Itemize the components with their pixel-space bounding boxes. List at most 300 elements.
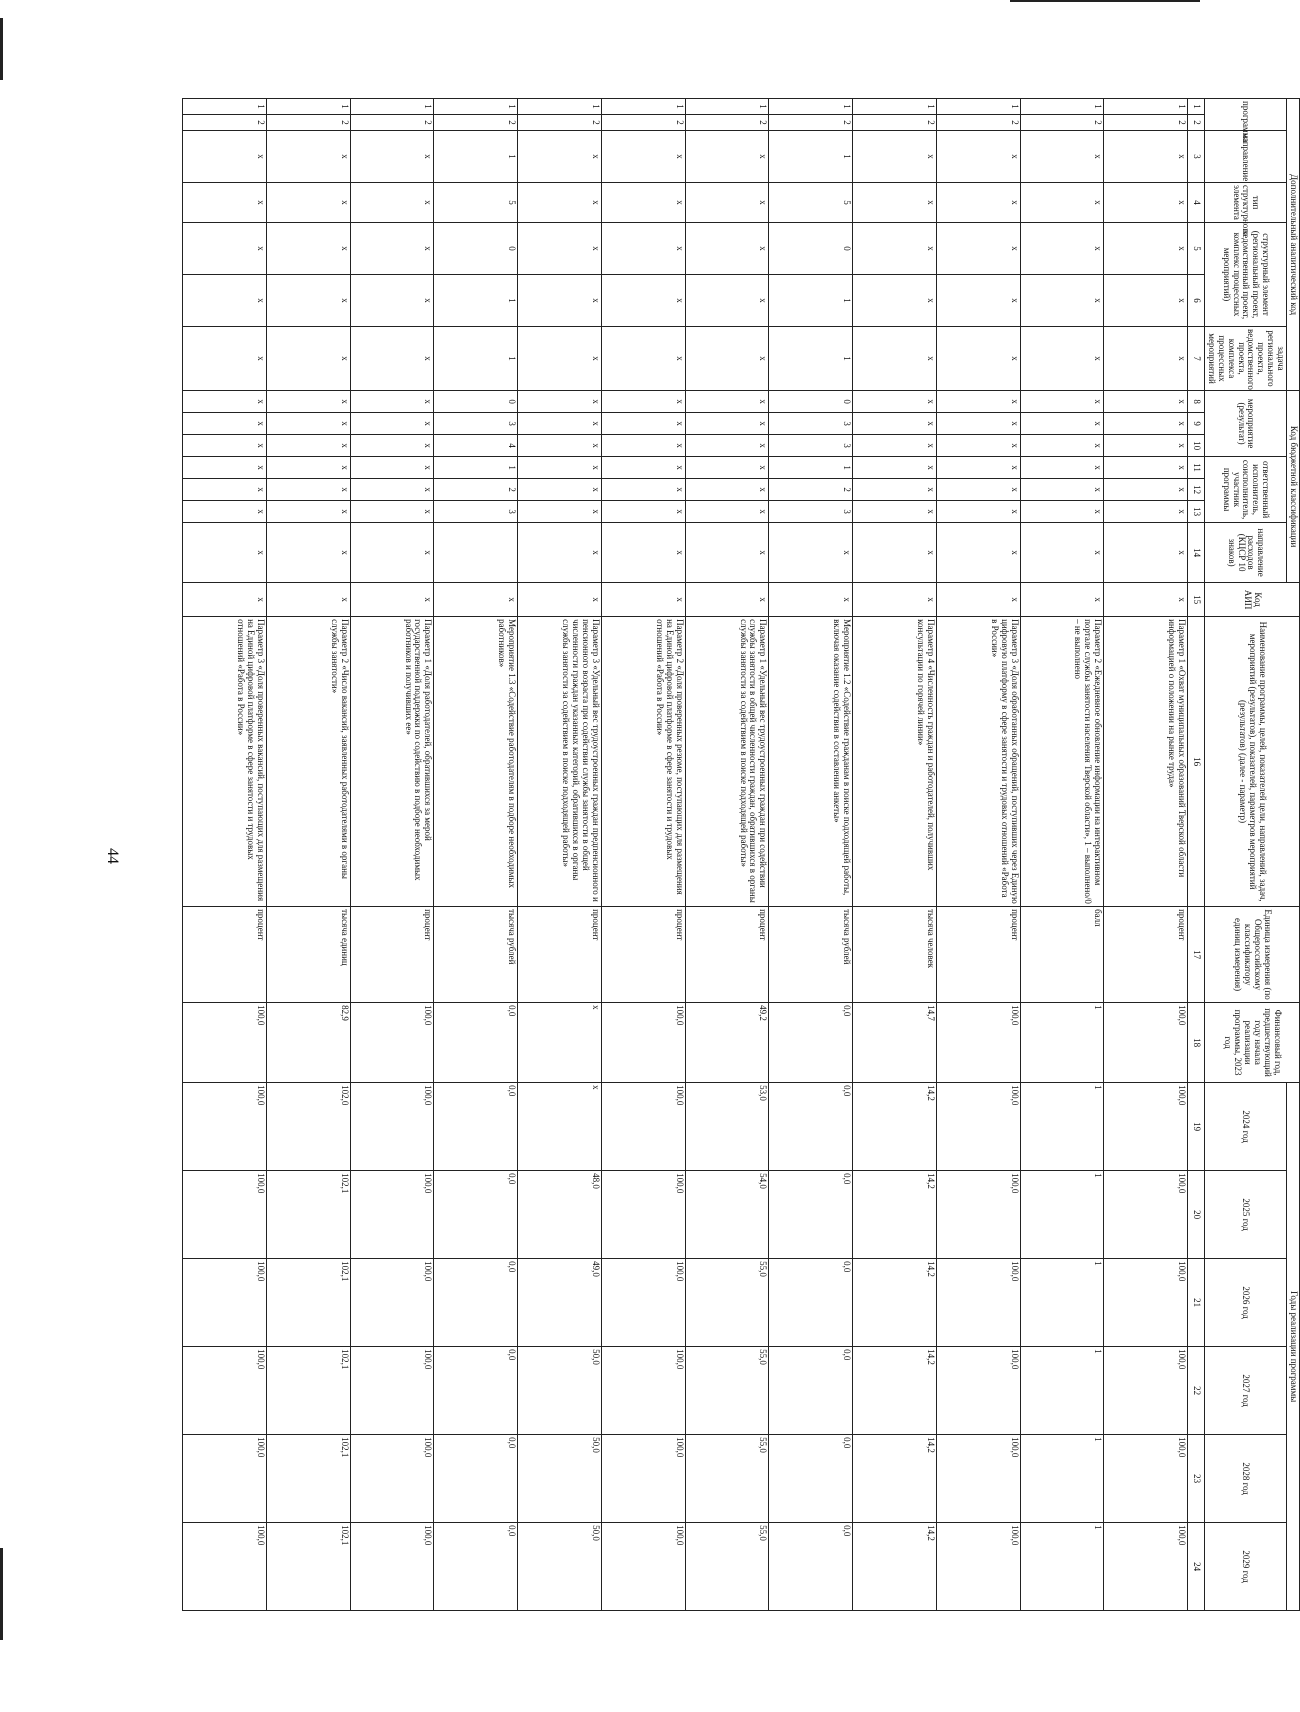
cell-v2027: 100,0 <box>183 1347 267 1435</box>
cell-c2: 2 <box>853 115 937 131</box>
cell-v2027: 55,0 <box>685 1347 769 1435</box>
cell-c9: x <box>1104 413 1188 435</box>
cell-unit: процент <box>685 907 769 1003</box>
cell-v2025: 1 <box>1020 1171 1104 1259</box>
cell-c1: 1 <box>685 99 769 115</box>
cell-name: Мероприятие 1.2 «Содействие гражданам в поиске подходящей работы, включая оказание содействия в составлении анкеты» <box>769 617 853 907</box>
cell-c1: 1 <box>769 99 853 115</box>
cell-c14 <box>434 523 518 583</box>
cell-v2027: 1 <box>1020 1347 1104 1435</box>
cell-v2024: 0,0 <box>434 1083 518 1171</box>
cell-c15: x <box>183 583 267 617</box>
cell-v2027: 14,2 <box>853 1347 937 1435</box>
cell-c14: x <box>769 523 853 583</box>
cell-c14: x <box>1020 523 1104 583</box>
cell-v2024: x <box>518 1083 602 1171</box>
cell-c2: 2 <box>1104 115 1188 131</box>
cell-v2027: 102,1 <box>266 1347 350 1435</box>
header-y2029: 2029 год <box>1204 1523 1286 1611</box>
cell-c13: x <box>350 501 434 523</box>
cell-v2025: 0,0 <box>769 1171 853 1259</box>
cell-c4: x <box>601 183 685 223</box>
cell-c9: x <box>853 413 937 435</box>
cell-c12: x <box>1104 479 1188 501</box>
cell-v2026: 0,0 <box>769 1259 853 1347</box>
cell-c15: x <box>350 583 434 617</box>
cell-c12: x <box>853 479 937 501</box>
cell-c4: x <box>936 183 1020 223</box>
header-fin-year: Финансовый год, предшествующий году начала реализации программы, 2023 год <box>1204 1003 1299 1083</box>
cell-c14: x <box>350 523 434 583</box>
cell-c4: x <box>518 183 602 223</box>
cell-c2: 2 <box>183 115 267 131</box>
cell-v2028: 55,0 <box>685 1435 769 1523</box>
cell-c6: x <box>1104 275 1188 327</box>
col-num: 19 <box>1187 1083 1204 1171</box>
cell-v2029: 100,0 <box>601 1523 685 1611</box>
cell-v2023: 0,0 <box>434 1003 518 1083</box>
table-row <box>266 99 350 1611</box>
cell-c6: x <box>601 275 685 327</box>
cell-c13: x <box>601 501 685 523</box>
cell-c12: x <box>266 479 350 501</box>
cell-c3: x <box>685 131 769 183</box>
cell-c15: x <box>936 583 1020 617</box>
header-y2028: 2028 год <box>1204 1435 1286 1523</box>
cell-c7: x <box>518 327 602 391</box>
cell-c6: x <box>1020 275 1104 327</box>
cell-c8: x <box>518 391 602 413</box>
cell-name: Параметр 1 «Доля работодателей, обратившихся за мерой государственной поддержки по содействию в подборе необходимых работников и получивших ее» <box>350 617 434 907</box>
cell-c13: x <box>183 501 267 523</box>
cell-v2029: 0,0 <box>434 1523 518 1611</box>
header-addl-code: Дополнительный аналитический код <box>1287 99 1300 391</box>
cell-v2023: 100,0 <box>1104 1003 1188 1083</box>
cell-c14: x <box>601 523 685 583</box>
cell-c6: x <box>685 275 769 327</box>
cell-v2023: 100,0 <box>350 1003 434 1083</box>
rotated-table-wrapper <box>182 98 1300 1610</box>
cell-v2027: 100,0 <box>1104 1347 1188 1435</box>
header-unit: Единица измерения (по Общероссийскому классификатору единиц измерения) <box>1204 907 1299 1003</box>
col-num: 22 <box>1187 1347 1204 1435</box>
cell-v2024: 100,0 <box>183 1083 267 1171</box>
cell-c7: x <box>853 327 937 391</box>
cell-c11: 1 <box>434 457 518 479</box>
col-num: 8 <box>1187 391 1204 413</box>
cell-c5: 0 <box>769 223 853 275</box>
cell-c1: 1 <box>518 99 602 115</box>
cell-c10: 3 <box>769 435 853 457</box>
cell-c14: x <box>853 523 937 583</box>
cell-c2: 2 <box>936 115 1020 131</box>
cell-c9: x <box>936 413 1020 435</box>
cell-v2027: 100,0 <box>350 1347 434 1435</box>
cell-v2025: 14,2 <box>853 1171 937 1259</box>
cell-name: Параметр 2 «Число вакансий, заявленных работодателями в органы службы занятости» <box>266 617 350 907</box>
table-row <box>601 99 685 1611</box>
cell-c14: x <box>936 523 1020 583</box>
cell-unit: процент <box>601 907 685 1003</box>
col-num: 1 <box>1187 99 1204 115</box>
col-num: 9 <box>1187 413 1204 435</box>
cell-c7: x <box>1020 327 1104 391</box>
cell-c4: 5 <box>769 183 853 223</box>
cell-c13: x <box>853 501 937 523</box>
scan-edge-top <box>1010 0 1200 2</box>
cell-unit: тысяча единиц <box>266 907 350 1003</box>
cell-c7: 1 <box>769 327 853 391</box>
cell-c13: x <box>685 501 769 523</box>
cell-v2023: 0,0 <box>769 1003 853 1083</box>
cell-c3: x <box>266 131 350 183</box>
cell-v2023: 100,0 <box>183 1003 267 1083</box>
cell-c13: x <box>936 501 1020 523</box>
header-name: Наименование программы, целей, показателей цели, направлений, задач, мероприятий (результатов), показателей, параметров мероприятий (результатов) (далее - параметр) <box>1204 617 1299 907</box>
cell-v2026: 100,0 <box>350 1259 434 1347</box>
cell-unit: процент <box>518 907 602 1003</box>
cell-c12: x <box>518 479 602 501</box>
cell-v2025: 48,0 <box>518 1171 602 1259</box>
cell-c13: 3 <box>434 501 518 523</box>
cell-c5: x <box>266 223 350 275</box>
cell-c14: x <box>266 523 350 583</box>
cell-c11: x <box>1020 457 1104 479</box>
cell-c11: x <box>936 457 1020 479</box>
cell-c9: 3 <box>769 413 853 435</box>
cell-v2028: 0,0 <box>434 1435 518 1523</box>
cell-v2026: 100,0 <box>1104 1259 1188 1347</box>
cell-c11: x <box>266 457 350 479</box>
table-row <box>1020 99 1104 1611</box>
cell-v2023: 14,7 <box>853 1003 937 1083</box>
cell-c15: x <box>1104 583 1188 617</box>
cell-c1: 1 <box>434 99 518 115</box>
cell-c10: x <box>1104 435 1188 457</box>
cell-c10: x <box>266 435 350 457</box>
cell-c9: 3 <box>434 413 518 435</box>
cell-c12: x <box>1020 479 1104 501</box>
cell-name: Параметр 1 «Удельный вес трудоустроенных граждан при содействии службы занятости в общей численности граждан, обратившихся в органы службы занятости за содействием в поиске подходящей работы» <box>685 617 769 907</box>
cell-c8: x <box>183 391 267 413</box>
col-num: 24 <box>1187 1523 1204 1611</box>
cell-unit: процент <box>1104 907 1188 1003</box>
cell-unit: процент <box>183 907 267 1003</box>
cell-c6: x <box>936 275 1020 327</box>
cell-c6: x <box>183 275 267 327</box>
cell-c4: x <box>350 183 434 223</box>
col-num: 17 <box>1187 907 1204 1003</box>
header-program: программа <box>1204 99 1286 131</box>
cell-c3: 1 <box>434 131 518 183</box>
cell-c13: x <box>1020 501 1104 523</box>
cell-name: Параметр 3 «Доля проверенных вакансий, поступающих для размещения на Единой цифровой платформе в сфере занятости и трудовых отношений «Работа в России» <box>183 617 267 907</box>
col-num: 4 <box>1187 183 1204 223</box>
cell-unit: процент <box>350 907 434 1003</box>
cell-c10: x <box>518 435 602 457</box>
cell-v2026: 14,2 <box>853 1259 937 1347</box>
cell-c15: x <box>601 583 685 617</box>
header-measure: мероприятие (результат) <box>1204 391 1286 457</box>
cell-v2025: 102,1 <box>266 1171 350 1259</box>
col-num: 16 <box>1187 617 1204 907</box>
cell-c4: 5 <box>434 183 518 223</box>
cell-c3: 1 <box>769 131 853 183</box>
cell-c8: x <box>266 391 350 413</box>
col-num: 13 <box>1187 501 1204 523</box>
cell-c6: 1 <box>769 275 853 327</box>
col-num: 18 <box>1187 1003 1204 1083</box>
cell-v2029: 14,2 <box>853 1523 937 1611</box>
cell-v2026: 100,0 <box>601 1259 685 1347</box>
cell-v2025: 100,0 <box>183 1171 267 1259</box>
cell-c5: x <box>601 223 685 275</box>
header-expense-dir: направление расходов (КЦСР 10 знаков) <box>1204 523 1286 583</box>
table-row <box>1104 99 1188 1611</box>
cell-v2025: 100,0 <box>350 1171 434 1259</box>
table-body <box>183 99 1188 1611</box>
col-num: 5 <box>1187 223 1204 275</box>
cell-v2028: 100,0 <box>183 1435 267 1523</box>
cell-v2028: 14,2 <box>853 1435 937 1523</box>
cell-v2024: 14,2 <box>853 1083 937 1171</box>
cell-c11: x <box>183 457 267 479</box>
cell-c10: x <box>685 435 769 457</box>
cell-c4: x <box>1020 183 1104 223</box>
table-row <box>434 99 518 1611</box>
cell-c1: 1 <box>1104 99 1188 115</box>
cell-v2029: 1 <box>1020 1523 1104 1611</box>
cell-c7: x <box>266 327 350 391</box>
cell-c2: 2 <box>434 115 518 131</box>
cell-c5: x <box>183 223 267 275</box>
cell-c15: x <box>685 583 769 617</box>
cell-c1: 1 <box>601 99 685 115</box>
cell-c1: 1 <box>350 99 434 115</box>
column-number-row <box>1187 99 1204 1611</box>
cell-c13: x <box>266 501 350 523</box>
cell-c8: x <box>350 391 434 413</box>
cell-c14: x <box>183 523 267 583</box>
cell-c1: 1 <box>266 99 350 115</box>
cell-v2026: 49,0 <box>518 1259 602 1347</box>
cell-c12: x <box>685 479 769 501</box>
col-num: 21 <box>1187 1259 1204 1347</box>
cell-c9: x <box>685 413 769 435</box>
cell-c4: x <box>853 183 937 223</box>
table-row <box>183 99 267 1611</box>
cell-c3: x <box>936 131 1020 183</box>
cell-c4: x <box>1104 183 1188 223</box>
cell-c11: x <box>685 457 769 479</box>
cell-c7: x <box>350 327 434 391</box>
cell-unit: процент <box>936 907 1020 1003</box>
cell-c9: x <box>1020 413 1104 435</box>
cell-c8: x <box>853 391 937 413</box>
cell-c5: x <box>350 223 434 275</box>
col-num: 6 <box>1187 275 1204 327</box>
cell-v2024: 100,0 <box>936 1083 1020 1171</box>
cell-c10: x <box>936 435 1020 457</box>
cell-v2029: 100,0 <box>350 1523 434 1611</box>
cell-v2028: 1 <box>1020 1435 1104 1523</box>
col-num: 3 <box>1187 131 1204 183</box>
cell-c5: x <box>853 223 937 275</box>
cell-c11: x <box>350 457 434 479</box>
cell-name: Мероприятие 1.3 «Содействие работодателям в подборе необходимых работников» <box>434 617 518 907</box>
header-aip: Код АИП <box>1204 583 1299 617</box>
cell-c12: x <box>601 479 685 501</box>
cell-v2028: 100,0 <box>936 1435 1020 1523</box>
cell-c15: x <box>1020 583 1104 617</box>
cell-c11: x <box>853 457 937 479</box>
cell-c2: 2 <box>1020 115 1104 131</box>
cell-c4: x <box>183 183 267 223</box>
cell-c11: x <box>518 457 602 479</box>
cell-c10: x <box>183 435 267 457</box>
cell-v2026: 0,0 <box>434 1259 518 1347</box>
cell-v2027: 0,0 <box>434 1347 518 1435</box>
cell-c5: x <box>1020 223 1104 275</box>
cell-v2028: 100,0 <box>601 1435 685 1523</box>
cell-c3: x <box>183 131 267 183</box>
rotated-table-frame <box>182 98 1300 1610</box>
cell-c12: 2 <box>434 479 518 501</box>
cell-v2024: 100,0 <box>1104 1083 1188 1171</box>
cell-c13: 3 <box>769 501 853 523</box>
header-y2026: 2026 год <box>1204 1259 1286 1347</box>
cell-c5: x <box>685 223 769 275</box>
cell-v2024: 100,0 <box>601 1083 685 1171</box>
col-num: 15 <box>1187 583 1204 617</box>
cell-c6: x <box>350 275 434 327</box>
cell-v2026: 102,1 <box>266 1259 350 1347</box>
header-task: задача регионального проекта, ведомственного проекта, комплекса процессных мероприятий <box>1204 327 1286 391</box>
cell-c14: x <box>1104 523 1188 583</box>
col-num: 7 <box>1187 327 1204 391</box>
cell-c8: 0 <box>769 391 853 413</box>
cell-c6: 1 <box>434 275 518 327</box>
cell-c10: x <box>853 435 937 457</box>
cell-c2: 2 <box>518 115 602 131</box>
scan-edge-left <box>0 18 3 80</box>
cell-c6: x <box>853 275 937 327</box>
cell-v2029: 50,0 <box>518 1523 602 1611</box>
col-num: 14 <box>1187 523 1204 583</box>
cell-c9: x <box>350 413 434 435</box>
cell-unit: балл <box>1020 907 1104 1003</box>
table-row <box>769 99 853 1611</box>
cell-c3: x <box>518 131 602 183</box>
cell-c7: x <box>936 327 1020 391</box>
cell-c10: x <box>601 435 685 457</box>
cell-c6: x <box>266 275 350 327</box>
cell-name: Параметр 1 «Охват муниципальных образований Тверской области информацией о положении на рынке труда» <box>1104 617 1188 907</box>
col-num: 11 <box>1187 457 1204 479</box>
cell-v2024: 53,0 <box>685 1083 769 1171</box>
cell-name: Параметр 4 «Численность граждан и работодателей, получивших консультации по горячей линии» <box>853 617 937 907</box>
scan-edge-left-lower <box>0 1548 3 1640</box>
col-num: 2 <box>1187 115 1204 131</box>
col-num: 23 <box>1187 1435 1204 1523</box>
table-row <box>936 99 1020 1611</box>
cell-c9: x <box>266 413 350 435</box>
table-row <box>350 99 434 1611</box>
cell-c15: x <box>266 583 350 617</box>
page-number: 44 <box>104 848 121 864</box>
cell-v2029: 55,0 <box>685 1523 769 1611</box>
cell-c15: x <box>518 583 602 617</box>
cell-c3: x <box>601 131 685 183</box>
header-y2025: 2025 год <box>1204 1171 1286 1259</box>
cell-v2023: 100,0 <box>936 1003 1020 1083</box>
cell-c7: x <box>601 327 685 391</box>
cell-v2025: 100,0 <box>1104 1171 1188 1259</box>
cell-c7: x <box>183 327 267 391</box>
cell-c12: x <box>350 479 434 501</box>
cell-c5: x <box>1104 223 1188 275</box>
cell-c2: 2 <box>601 115 685 131</box>
program-table <box>182 98 1300 1611</box>
cell-name: Параметр 2 «Ежедневное обновление информации на интерактивном портале службы занятости населения Тверской области», 1 – выполнено/0 – не выполнено <box>1020 617 1104 907</box>
cell-v2028: 50,0 <box>518 1435 602 1523</box>
cell-c15: x <box>434 583 518 617</box>
table-row <box>518 99 602 1611</box>
cell-v2027: 50,0 <box>518 1347 602 1435</box>
cell-c14: x <box>518 523 602 583</box>
cell-c12: 2 <box>769 479 853 501</box>
cell-c14: x <box>685 523 769 583</box>
cell-c5: x <box>936 223 1020 275</box>
cell-c1: 1 <box>936 99 1020 115</box>
header-executor: ответственный исполнитель, соисполнитель, участник программы <box>1204 457 1286 523</box>
cell-c2: 2 <box>769 115 853 131</box>
header-years-group: Годы реализации программы <box>1287 1083 1300 1611</box>
cell-c9: x <box>183 413 267 435</box>
cell-c10: 4 <box>434 435 518 457</box>
cell-c12: x <box>936 479 1020 501</box>
cell-c13: x <box>518 501 602 523</box>
cell-unit: тысяча рублей <box>434 907 518 1003</box>
cell-v2027: 100,0 <box>601 1347 685 1435</box>
cell-c9: x <box>518 413 602 435</box>
cell-c1: 1 <box>1020 99 1104 115</box>
cell-c11: x <box>1104 457 1188 479</box>
cell-c3: x <box>1104 131 1188 183</box>
cell-c7: 1 <box>434 327 518 391</box>
header-y2027: 2027 год <box>1204 1347 1286 1435</box>
cell-v2029: 100,0 <box>183 1523 267 1611</box>
cell-name: Параметр 3 «Удельный вес трудоустроенных граждан предпенсионного и пенсионного возраста при содействии службы занятости в общей численности граждан указанных категорий, обратившихся в органы службы занятости за содействием в поиске подходящей работы» <box>518 617 602 907</box>
table-row <box>685 99 769 1611</box>
cell-v2028: 100,0 <box>1104 1435 1188 1523</box>
col-num: 10 <box>1187 435 1204 457</box>
cell-v2024: 100,0 <box>350 1083 434 1171</box>
cell-c10: x <box>350 435 434 457</box>
cell-v2023: 49,2 <box>685 1003 769 1083</box>
table-row <box>853 99 937 1611</box>
cell-c4: x <box>685 183 769 223</box>
cell-c8: x <box>1020 391 1104 413</box>
cell-c1: 1 <box>183 99 267 115</box>
cell-c2: 2 <box>266 115 350 131</box>
cell-v2028: 0,0 <box>769 1435 853 1523</box>
cell-unit: тысяча рублей <box>769 907 853 1003</box>
cell-v2027: 100,0 <box>936 1347 1020 1435</box>
cell-v2026: 100,0 <box>183 1259 267 1347</box>
cell-c11: 1 <box>769 457 853 479</box>
cell-v2023: 82,9 <box>266 1003 350 1083</box>
